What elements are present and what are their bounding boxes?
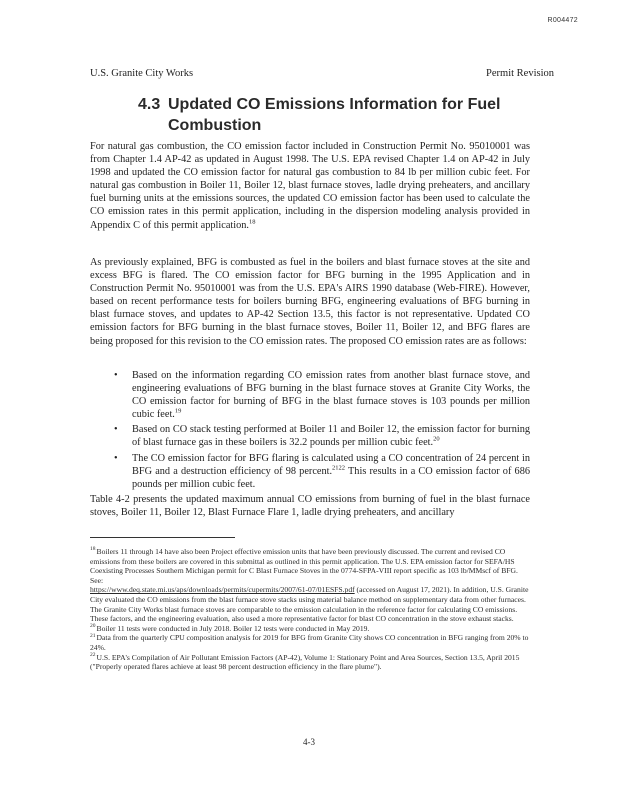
footnote-text: U.S. EPA's Compilation of Air Pollutant Emission Factors (AP-42), Volume 1: Stationary Point and Area Sources, Section 13.5, April 2015 ("Properly operated flares achieve at least 98 percent destruction efficiency in the flare plume"). xyxy=(90,652,520,672)
footnote-item xyxy=(90,633,530,652)
list-item xyxy=(112,423,530,449)
paragraph-table-reference-text: Table 4-2 presents the updated maximum annual CO emissions from burning of fuel in the blast furnace stoves, Boiler 11, Boiler 12, Blast Furnace Flare 1, ladle drying preheaters, and ancillary xyxy=(90,494,530,519)
bates-number: R004472 xyxy=(547,17,578,24)
footnote-text: (accessed on August 17, 2021). In addition, U.S. Granite City evaluated the CO emissions from the blast furnace stove stacks using material balance method on supplementary data from other furnaces. The Granite City Works blast furnace stoves are comparable to the emission calculation in the reference factor for calculating CO emissions. These factors, and the engineering evaluation, also used a more representative factor for blast CO concentration in the stove exhaust stacks. xyxy=(90,585,529,624)
list-item-text-continued: This results in a CO emission factor of 686 pounds per million cubic feet. xyxy=(132,465,530,490)
section-title-line-1: Updated CO Emissions Information for Fuel xyxy=(168,96,501,113)
list-item-text: Based on CO stack testing performed at Boiler 11 and Boiler 12, the emission factor for burning of blast furnace gas in these boilers is 32.2 pounds per million cubic feet. xyxy=(132,424,530,449)
footnote-ref-19[interactable]: 19 xyxy=(174,407,182,415)
footnote-text: Boiler 11 tests were conducted in July 2018. Boiler 12 tests were conducted in May 2019. xyxy=(96,623,370,633)
footnote-divider xyxy=(90,537,235,538)
footnote-ref-22[interactable]: 22 xyxy=(338,464,346,472)
emission-rate-list xyxy=(112,369,530,493)
page-number: 4-3 xyxy=(303,737,315,747)
paragraph-table-reference xyxy=(90,493,530,519)
footnote-number: 18 xyxy=(90,546,96,553)
footnote-ref-18[interactable]: 18 xyxy=(249,218,256,226)
footnote-number: 22 xyxy=(90,652,96,658)
section-heading-line-1 xyxy=(138,94,538,115)
footnote-number: 21 xyxy=(90,632,96,639)
footnote-item xyxy=(90,547,530,585)
footnote-text: Boilers 11 through 14 have also been Project effective emission units that have been previously discussed. The current and revised CO emissions from these boilers are covered in this submittal as outlined in this permit application. The U.S. EPA emission factor for SEFA/HS Coexisting Processes Southern Michigan permit for C Blast Furnace Stoves in the 0774-SFPA-VIII report specific as 103 lb/MMscf of BFG. See: xyxy=(90,547,518,585)
list-item xyxy=(112,452,530,491)
header-facility-name: U.S. Granite City Works xyxy=(90,68,194,79)
paragraph-bfg-text: As previously explained, BFG is combusted as fuel in the boilers and blast furnace stoves at the site and excess BFG is flared. The CO emission factor for BFG burning in the 1995 Application and in Construction Permit No. 95010001 was from the U.S. EPA's AIRS 1990 database (Web-FIRE). However, based on recent performance tests for boilers burning BFG, engineering evaluations of BFG burning in blast furnace stoves, and updates to AP-42 Section 13.5, this factor is not representative. Updated CO emission factors for BFG burning in the blast furnace stoves, Boiler 11, Boiler 12, and BFG flares are being proposed for this revision to the CO emission rates. The proposed CO emission rates are as follows: xyxy=(90,257,530,347)
footnote-item xyxy=(90,653,530,672)
list-item-text: Based on the information regarding CO emission rates from another blast furnace stove, and engineering evaluations of BFG burning in the blast furnace stoves at Granite City Works, the CO emission factor for burning of BFG in the blast furnace stoves is 103 pounds per million cubic feet. xyxy=(132,370,530,421)
bullet-icon: • xyxy=(114,370,118,381)
section-number: 4.3 xyxy=(138,96,161,113)
bullet-icon: • xyxy=(114,452,118,464)
footnotes xyxy=(90,547,530,672)
footnote-ref-21[interactable]: 21 xyxy=(332,464,339,472)
bullet-icon: • xyxy=(114,424,118,436)
paragraph-natural-gas xyxy=(90,140,530,232)
footnote-text: Data from the quarterly CPU composition analysis for 2019 for BFG from Granite City shows CO concentration in BFG ranging from 20% to 24%. xyxy=(90,633,529,652)
footnote-item xyxy=(90,585,530,623)
page-header xyxy=(90,68,554,79)
header-document-type: Permit Revision xyxy=(486,68,554,79)
section-heading xyxy=(138,94,538,136)
footnote-link[interactable]: https://www.deq.state.mi.us/aps/downloads/permits/cupermits/2007/61-07/01ESFS.pdf xyxy=(90,585,355,595)
section-title-line-2: Combustion xyxy=(168,117,262,134)
footnote-number: 20 xyxy=(90,623,96,630)
paragraph-bfg xyxy=(90,256,530,348)
list-item xyxy=(112,369,530,421)
footnote-ref-20[interactable]: 20 xyxy=(433,436,440,444)
list-item-text: The CO emission factor for BFG flaring is calculated using a CO concentration of 24 percent in BFG and a destruction efficiency of 98 percent. xyxy=(132,452,530,477)
footnote-item xyxy=(90,624,530,634)
paragraph-natural-gas-text: For natural gas combustion, the CO emission factor included in Construction Permit No. 95010001 was from Chapter 1.4 AP-42 as updated in August 1998. The U.S. EPA revised Chapter 1.4 on AP-42 in July 1998 and updated the CO emission factor for natural gas combustion to 84 lb per million cubic feet. For natural gas combustion in Boiler 11, Boiler 12, blast furnace stoves, ladle drying preheaters, and ancillary fuel burning units at the emissions sources, the updated CO emission factor has been used to calculate the CO emission rates in this permit application, including in the dispersion modeling analysis provided in Appendix C of this permit application. xyxy=(90,141,530,231)
